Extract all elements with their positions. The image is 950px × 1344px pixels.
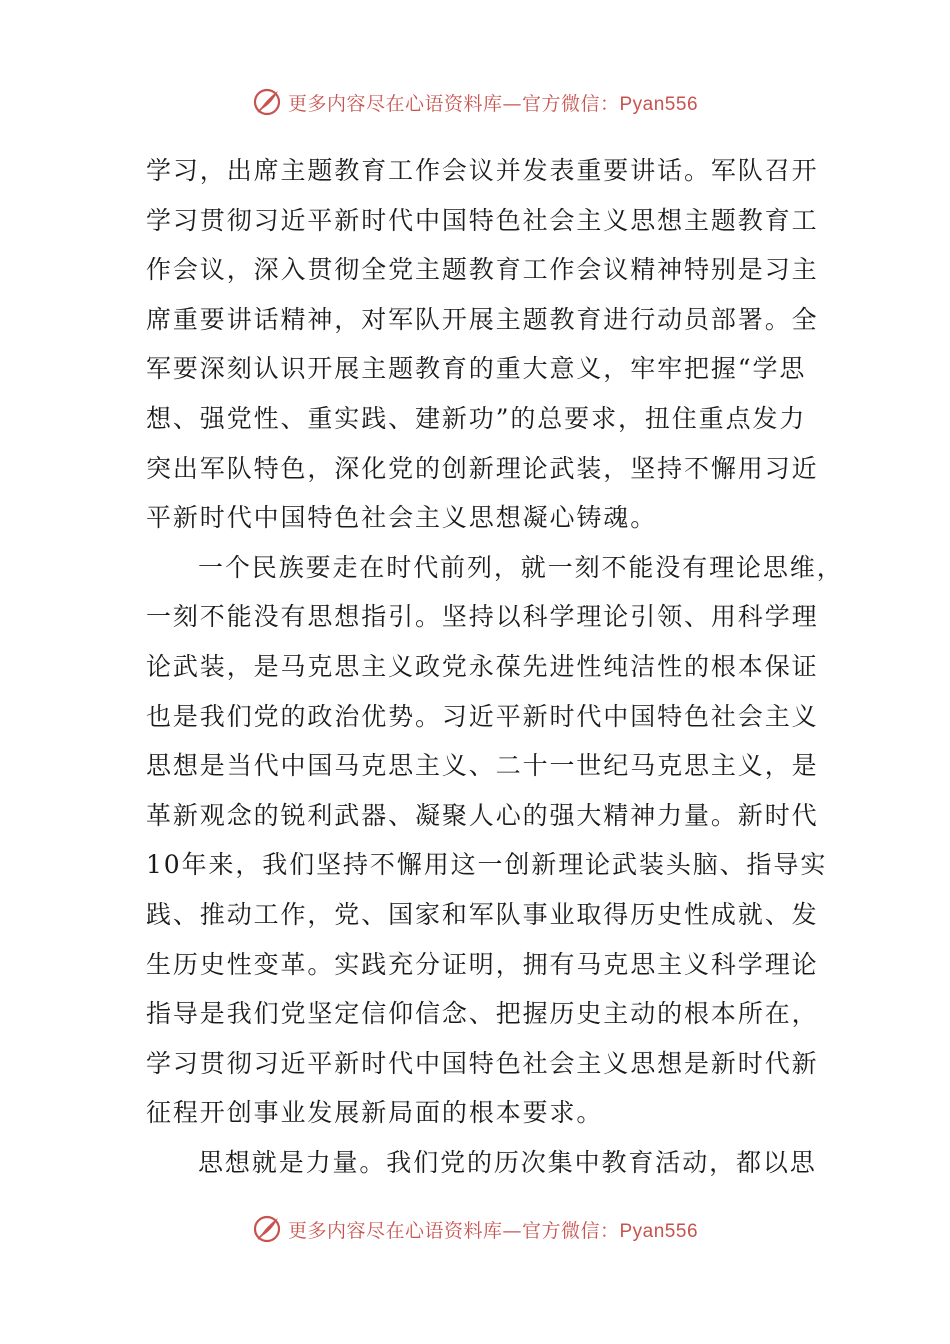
text-line: 想、强党性、重实践、建新功”的总要求，扭住重点发力 — [146, 403, 807, 433]
text-line: 也是我们党的政治优势。习近平新时代中国特色社会主义 — [146, 701, 819, 731]
text-line: 学习，出席主题教育工作会议并发表重要讲话。军队召开 — [146, 156, 819, 185]
header-watermark-text: 更多内容尽在心语资料库—官方微信：Pyan556 — [287, 92, 699, 115]
text-line: 指导是我们党坚定信仰信念、把握历史主动的根本所在， — [146, 999, 819, 1029]
text-line: 一个民族要走在时代前列，就一刻不能没有理论思维， — [198, 552, 844, 582]
text-line: 生历史性变革。实践充分证明，拥有马克思主义科学理论 — [146, 949, 819, 979]
text-line: 10年来，我们坚持不懈用这一创新理论武装头脑、指导实 — [146, 850, 828, 880]
text-line: 一刻不能没有思想指引。坚持以科学理论引领、用科学理 — [146, 602, 819, 632]
text-line: 论武装，是马克思主义政党永葆先进性纯洁性的根本保证 — [146, 651, 819, 681]
text-line: 军要深刻认识开展主题教育的重大意义，牢牢把握“学思 — [146, 354, 807, 384]
footer-watermark — [0, 1209, 950, 1249]
document-body — [146, 146, 844, 1187]
quill-pen-logo-icon — [252, 1214, 282, 1244]
text-line: 革新观念的锐利武器、凝聚人心的强大精神力量。新时代 — [146, 800, 819, 830]
text-line: 学习贯彻习近平新时代中国特色社会主义思想主题教育工 — [146, 205, 819, 235]
text-line: 践、推动工作，党、国家和军队事业取得历史性成就、发 — [146, 899, 819, 929]
text-line: 学习贯彻习近平新时代中国特色社会主义思想是新时代新 — [146, 1048, 819, 1078]
quill-pen-logo-icon — [252, 87, 282, 117]
text-line: 征程开创事业发展新局面的根本要求。 — [146, 1098, 604, 1128]
text-line: 席重要讲话精神，对军队开展主题教育进行动员部署。全 — [146, 304, 819, 334]
header-watermark — [0, 82, 950, 122]
footer-watermark-text: 更多内容尽在心语资料库—官方微信：Pyan556 — [287, 1219, 699, 1242]
text-line: 平新时代中国特色社会主义思想凝心铸魂。 — [146, 503, 658, 533]
text-line: 作会议，深入贯彻全党主题教育工作会议精神特别是习主 — [146, 255, 819, 285]
text-line: 思想是当代中国马克思主义、二十一世纪马克思主义，是 — [146, 751, 819, 781]
text-line: 思想就是力量。我们党的历次集中教育活动，都以思 — [198, 1147, 817, 1177]
text-line: 突出军队特色，深化党的创新理论武装，坚持不懈用习近 — [146, 453, 819, 483]
